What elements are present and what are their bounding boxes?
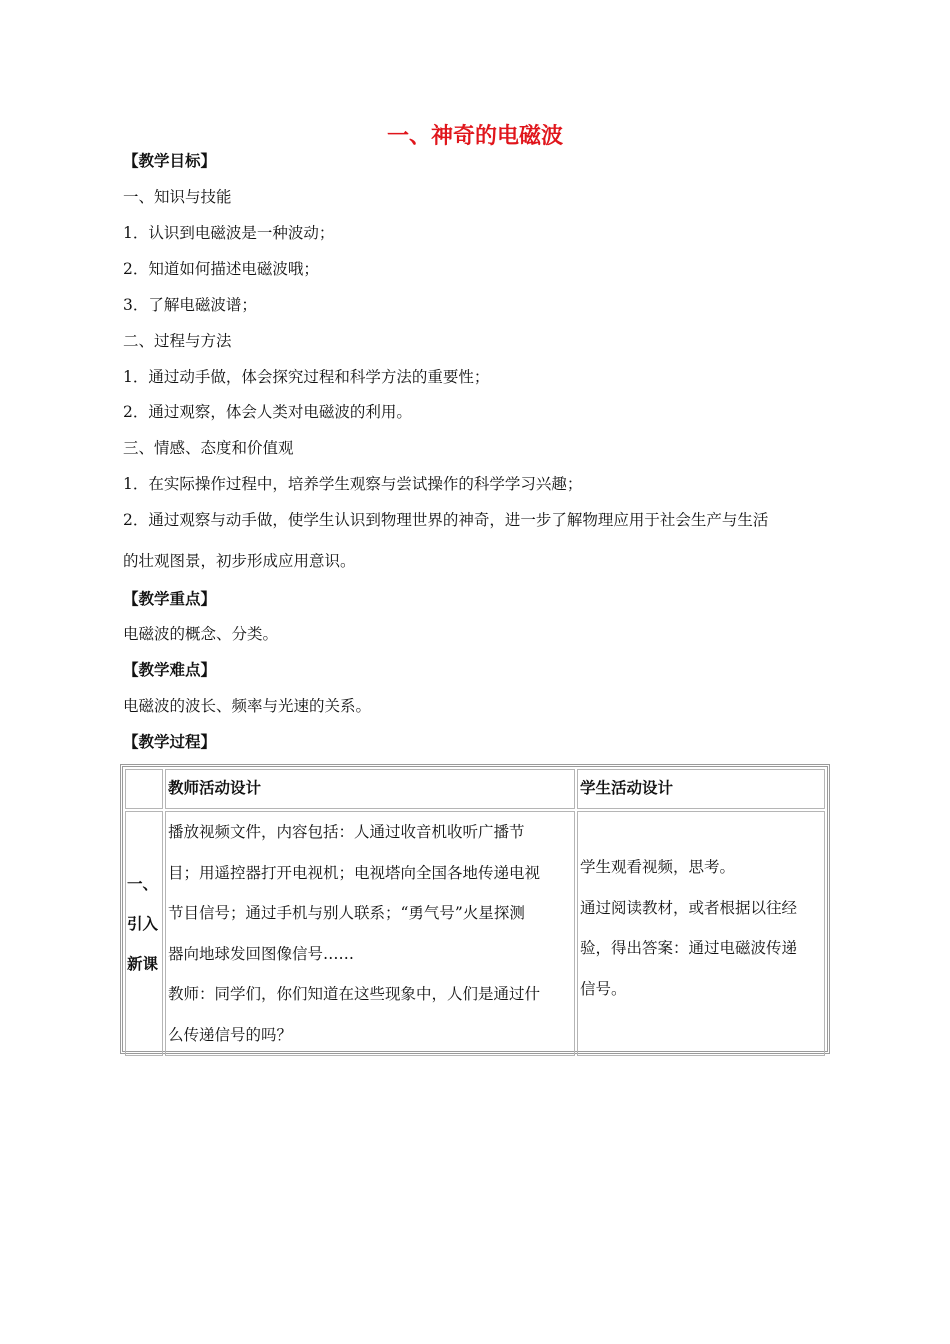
knowledge-item-2: 2．知道如何描述电磁波哦；: [123, 260, 319, 278]
teacher-line-4: 器向地球发回图像信号……: [168, 944, 355, 963]
knowledge-item-1: 1．认识到电磁波是一种波动；: [123, 224, 335, 242]
emotion-item-2: 2．通过观察与动手做，使学生认识到物理世界的神奇，进一步了解物理应用于社会生产与生活: [123, 511, 769, 529]
difficulties-text: 电磁波的波长、频率与光速的关系。: [123, 697, 372, 715]
stage-line-1: 一、: [127, 875, 159, 893]
table-row: [125, 811, 825, 1056]
teacher-line-5: 教师：同学们，你们知道在这些现象中，人们是通过什: [168, 985, 541, 1003]
key-points-text: 电磁波的概念、分类。: [123, 625, 279, 643]
process-item-2: 2．通过观察，体会人类对电磁波的利用。: [123, 403, 412, 421]
student-activity-cell: [577, 811, 825, 1056]
key-points-heading: 【教学重点】: [123, 590, 217, 608]
table-header-row: [125, 769, 825, 809]
emotion-heading: 三、情感、态度和价值观: [123, 439, 294, 457]
student-header-label: 学生活动设计: [580, 779, 674, 797]
table-header-teacher: [165, 769, 575, 809]
teacher-line-2: 目；用遥控器打开电视机；电视塔向全国各地传递电视: [168, 863, 541, 882]
stage-line-3: 新课: [127, 955, 159, 973]
objectives-heading: 【教学目标】: [123, 152, 217, 170]
table-header-stage: [125, 769, 163, 809]
stage-cell: [125, 811, 163, 1056]
process-section-heading: 【教学过程】: [123, 733, 217, 751]
teaching-process-table: [120, 764, 830, 1054]
student-line-3: 验，得出答案：通过电磁波传递: [580, 939, 798, 957]
teacher-header-label: 教师活动设计: [168, 779, 262, 797]
difficulties-heading: 【教学难点】: [123, 661, 217, 679]
teacher-line-3: 节目信号；通过手机与别人联系；“勇气号”火星探测: [168, 904, 525, 922]
emotion-item-1: 1．在实际操作过程中，培养学生观察与尝试操作的科学学习兴趣；: [123, 475, 583, 493]
stage-line-2: 引入: [127, 915, 159, 933]
teacher-line-1: 播放视频文件，内容包括：人通过收音机收听广播节: [168, 823, 525, 841]
knowledge-item-3: 3．了解电磁波谱；: [123, 296, 257, 314]
document-title: 一、神奇的电磁波: [386, 124, 563, 149]
teacher-line-6: 么传递信号的吗？: [168, 1025, 293, 1044]
student-line-4: 信号。: [580, 979, 627, 998]
process-item-1: 1．通过动手做，体会探究过程和科学方法的重要性；: [123, 368, 490, 386]
table-header-student: [577, 769, 825, 809]
student-line-2: 通过阅读教材，或者根据以往经: [580, 898, 798, 917]
knowledge-heading: 一、知识与技能: [123, 188, 232, 206]
emotion-item-2-cont: 的壮观图景，初步形成应用意识。: [123, 552, 356, 570]
teacher-activity-cell: [165, 811, 575, 1056]
process-heading: 二、过程与方法: [123, 332, 232, 350]
student-line-1: 学生观看视频，思考。: [580, 858, 736, 876]
